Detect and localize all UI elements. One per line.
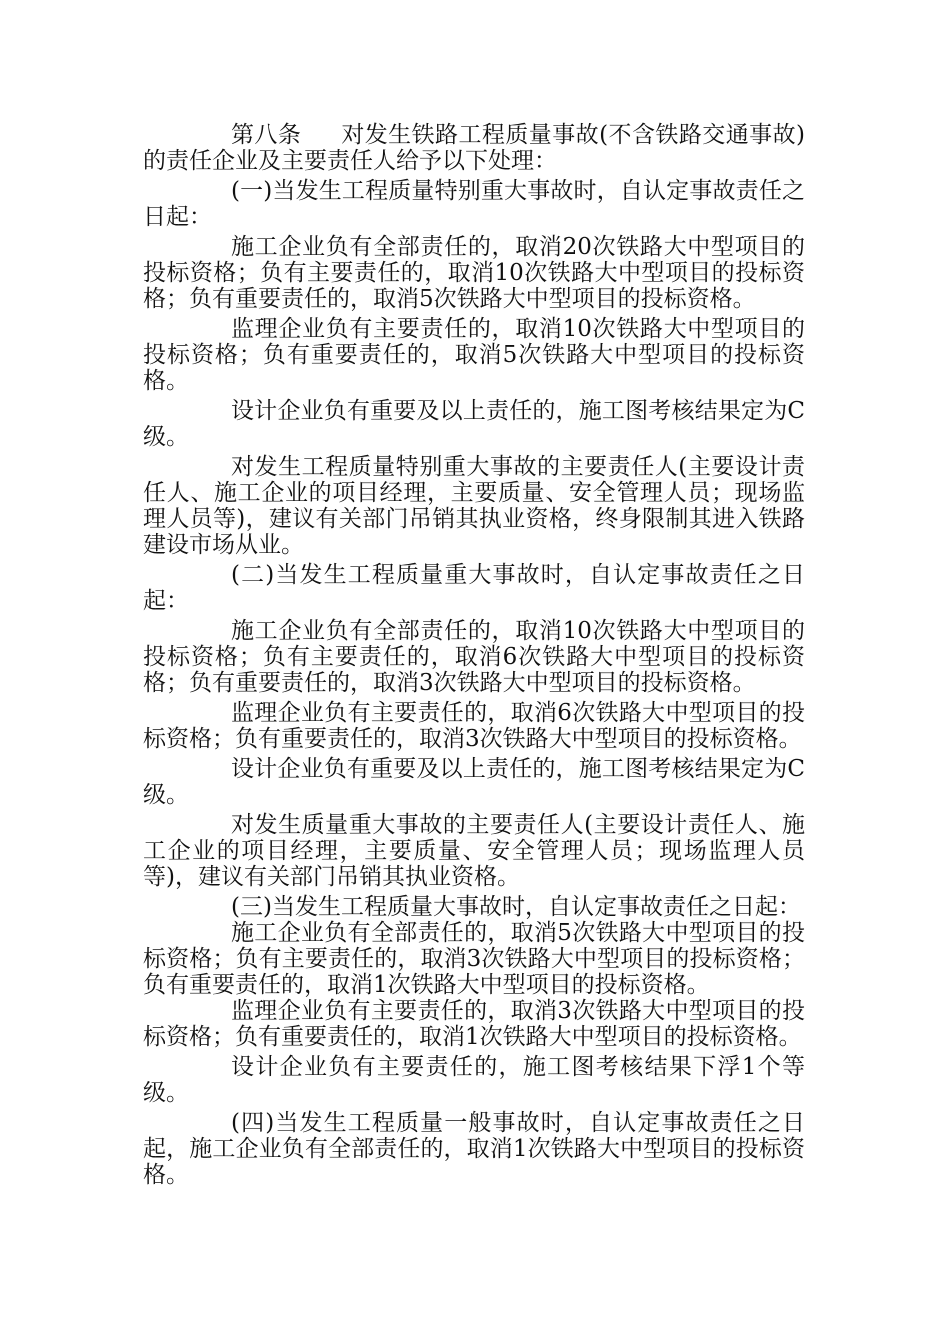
section-heading: (四)当发生工程质量一般事故时，自认定事故责任之日起，施工企业负有全部责任的，取消1次铁路大中型项目的投标资格。: [143, 1110, 805, 1188]
section-heading: (三)当发生工程质量大事故时，自认定事故责任之日起：: [231, 894, 801, 920]
section-heading: (二)当发生工程质量重大事故时，自认定事故责任之日起：: [143, 562, 805, 614]
article-paragraph: [143, 122, 805, 174]
body-paragraph: 设计企业负有重要及以上责任的，施工图考核结果定为C级。: [143, 398, 805, 450]
body-paragraph: 监理企业负有主要责任的，取消10次铁路大中型项目的投标资格；负有重要责任的，取消5次铁路大中型项目的投标资格。: [143, 316, 805, 394]
article-intro: 对发生铁路工程质量事故(不含铁路交通事故)的责任企业及主要责任人给予以下处理：: [143, 122, 805, 174]
section-heading: (一)当发生工程质量特别重大事故时，自认定事故责任之日起：: [143, 178, 805, 230]
body-paragraph: 施工企业负有全部责任的，取消10次铁路大中型项目的投标资格；负有主要责任的，取消6次铁路大中型项目的投标资格；负有重要责任的，取消3次铁路大中型项目的投标资格。: [143, 618, 805, 696]
body-paragraph: 监理企业负有主要责任的，取消3次铁路大中型项目的投标资格；负有重要责任的，取消1次铁路大中型项目的投标资格。: [143, 998, 805, 1050]
body-paragraph: 设计企业负有主要责任的，施工图考核结果下浮1个等级。: [143, 1054, 805, 1106]
body-paragraph: 对发生工程质量特别重大事故的主要责任人(主要设计责任人、施工企业的项目经理，主要质量、安全管理人员；现场监理人员等)，建议有关部门吊销其执业资格，终身限制其进入铁路建设市场从业。: [143, 454, 805, 558]
body-paragraph: 设计企业负有重要及以上责任的，施工图考核结果定为C级。: [143, 756, 805, 808]
document-page: [143, 122, 805, 1192]
body-paragraph: 施工企业负有全部责任的，取消5次铁路大中型项目的投标资格；负有主要责任的，取消3次铁路大中型项目的投标资格；负有重要责任的，取消1次铁路大中型项目的投标资格。: [143, 920, 805, 998]
body-paragraph: 施工企业负有全部责任的，取消20次铁路大中型项目的投标资格；负有主要责任的，取消10次铁路大中型项目的投标资格；负有重要责任的，取消5次铁路大中型项目的投标资格。: [143, 234, 805, 312]
body-paragraph: 对发生质量重大事故的主要责任人(主要设计责任人、施工企业的项目经理，主要质量、安全管理人员；现场监理人员等)，建议有关部门吊销其执业资格。: [143, 812, 805, 890]
article-label: 第八条: [231, 122, 302, 148]
body-paragraph: 监理企业负有主要责任的，取消6次铁路大中型项目的投标资格；负有重要责任的，取消3次铁路大中型项目的投标资格。: [143, 700, 805, 752]
